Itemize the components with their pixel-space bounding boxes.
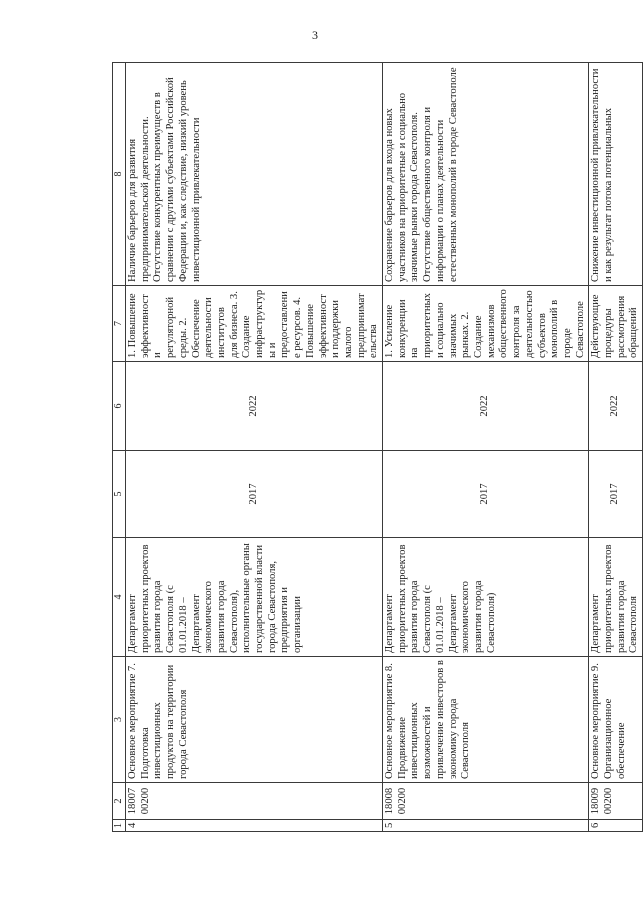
column-header: 3	[113, 657, 126, 783]
responsible-executor: Департамент приоритетных проектов развития города Севастополя	[589, 538, 643, 657]
start-year: 2017	[589, 451, 643, 538]
column-header: 7	[113, 286, 126, 362]
event-name: Основное мероприятие 8. Продвижение инвестиционных возможностей и привлечение инвесторов в экономику города Севастополя	[383, 657, 589, 783]
column-header: 4	[113, 538, 126, 657]
header-row	[113, 63, 126, 832]
responsible-executor: Департамент приоритетных проектов развития города Севастополя (с 01.01.2018 – Департамент экономического развития города Севастополя), исполнительные органы государственной власти города Севастополя, предприятия и организации	[126, 538, 383, 657]
program-events-table	[112, 62, 643, 832]
start-year: 2017	[126, 451, 383, 538]
non-implementation-consequences: Снижение инвестиционной привлекательности и как результат потока потенциальных	[589, 63, 643, 286]
row-number: 5	[383, 820, 589, 832]
end-year: 2022	[126, 362, 383, 451]
non-implementation-consequences: Сохранение барьеров для входа новых участников на приоритетные и социально значимые рынки города Севастополя. Отсутствие общественного контроля и информации о планах деятельности естественных монополий в городе Севастополе	[383, 63, 589, 286]
row-number: 6	[589, 820, 643, 832]
expected-result: 1. Усиление конкуренции на приоритетных и социально значимых рынках. 2. Создание механизмов общественного контроля за деятельностью субъектов монополий в городе Севастополе	[383, 286, 589, 362]
budget-code: 18008 00200	[383, 783, 589, 820]
event-name: Основное мероприятие 7. Подготовка инвестиционных продуктов на территории города Севастополя	[126, 657, 383, 783]
non-implementation-consequences: Наличие барьеров для развития предпринимательской деятельности. Отсутствие конкурентных преимуществ в сравнении с другими субъектами Российской Федерации и, как следствие, низкий уровень инвестиционной привлекательности	[126, 63, 383, 286]
start-year: 2017	[383, 451, 589, 538]
expected-result: Действующие процедуры рассмотрения обращений	[589, 286, 643, 362]
row-number: 4	[126, 820, 383, 832]
end-year: 2022	[589, 362, 643, 451]
rotated-table-container	[112, 62, 640, 832]
responsible-executor: Департамент приоритетных проектов развития города Севастополя (с 01.01.2018 – Департамент экономического развития города Севастополя)	[383, 538, 589, 657]
page-number: 3	[312, 28, 318, 42]
budget-code: 18009 00200	[589, 783, 643, 820]
table-row	[126, 63, 383, 832]
column-header: 1	[113, 820, 126, 832]
table-row	[383, 63, 589, 832]
table-row	[589, 63, 643, 832]
column-header: 2	[113, 783, 126, 820]
budget-code: 18007 00200	[126, 783, 383, 820]
end-year: 2022	[383, 362, 589, 451]
expected-result: 1. Повышение эффективности регуляторной среды. 2. Обеспечение деятельности институтов для бизнеса. 3. Создание инфраструктуры и предоставление ресурсов. 4. Повышение эффективности поддержки малого предпринимательства	[126, 286, 383, 362]
event-name: Основное мероприятие 9. Организационное обеспечение	[589, 657, 643, 783]
column-header: 6	[113, 362, 126, 451]
column-header: 5	[113, 451, 126, 538]
column-header: 8	[113, 63, 126, 286]
